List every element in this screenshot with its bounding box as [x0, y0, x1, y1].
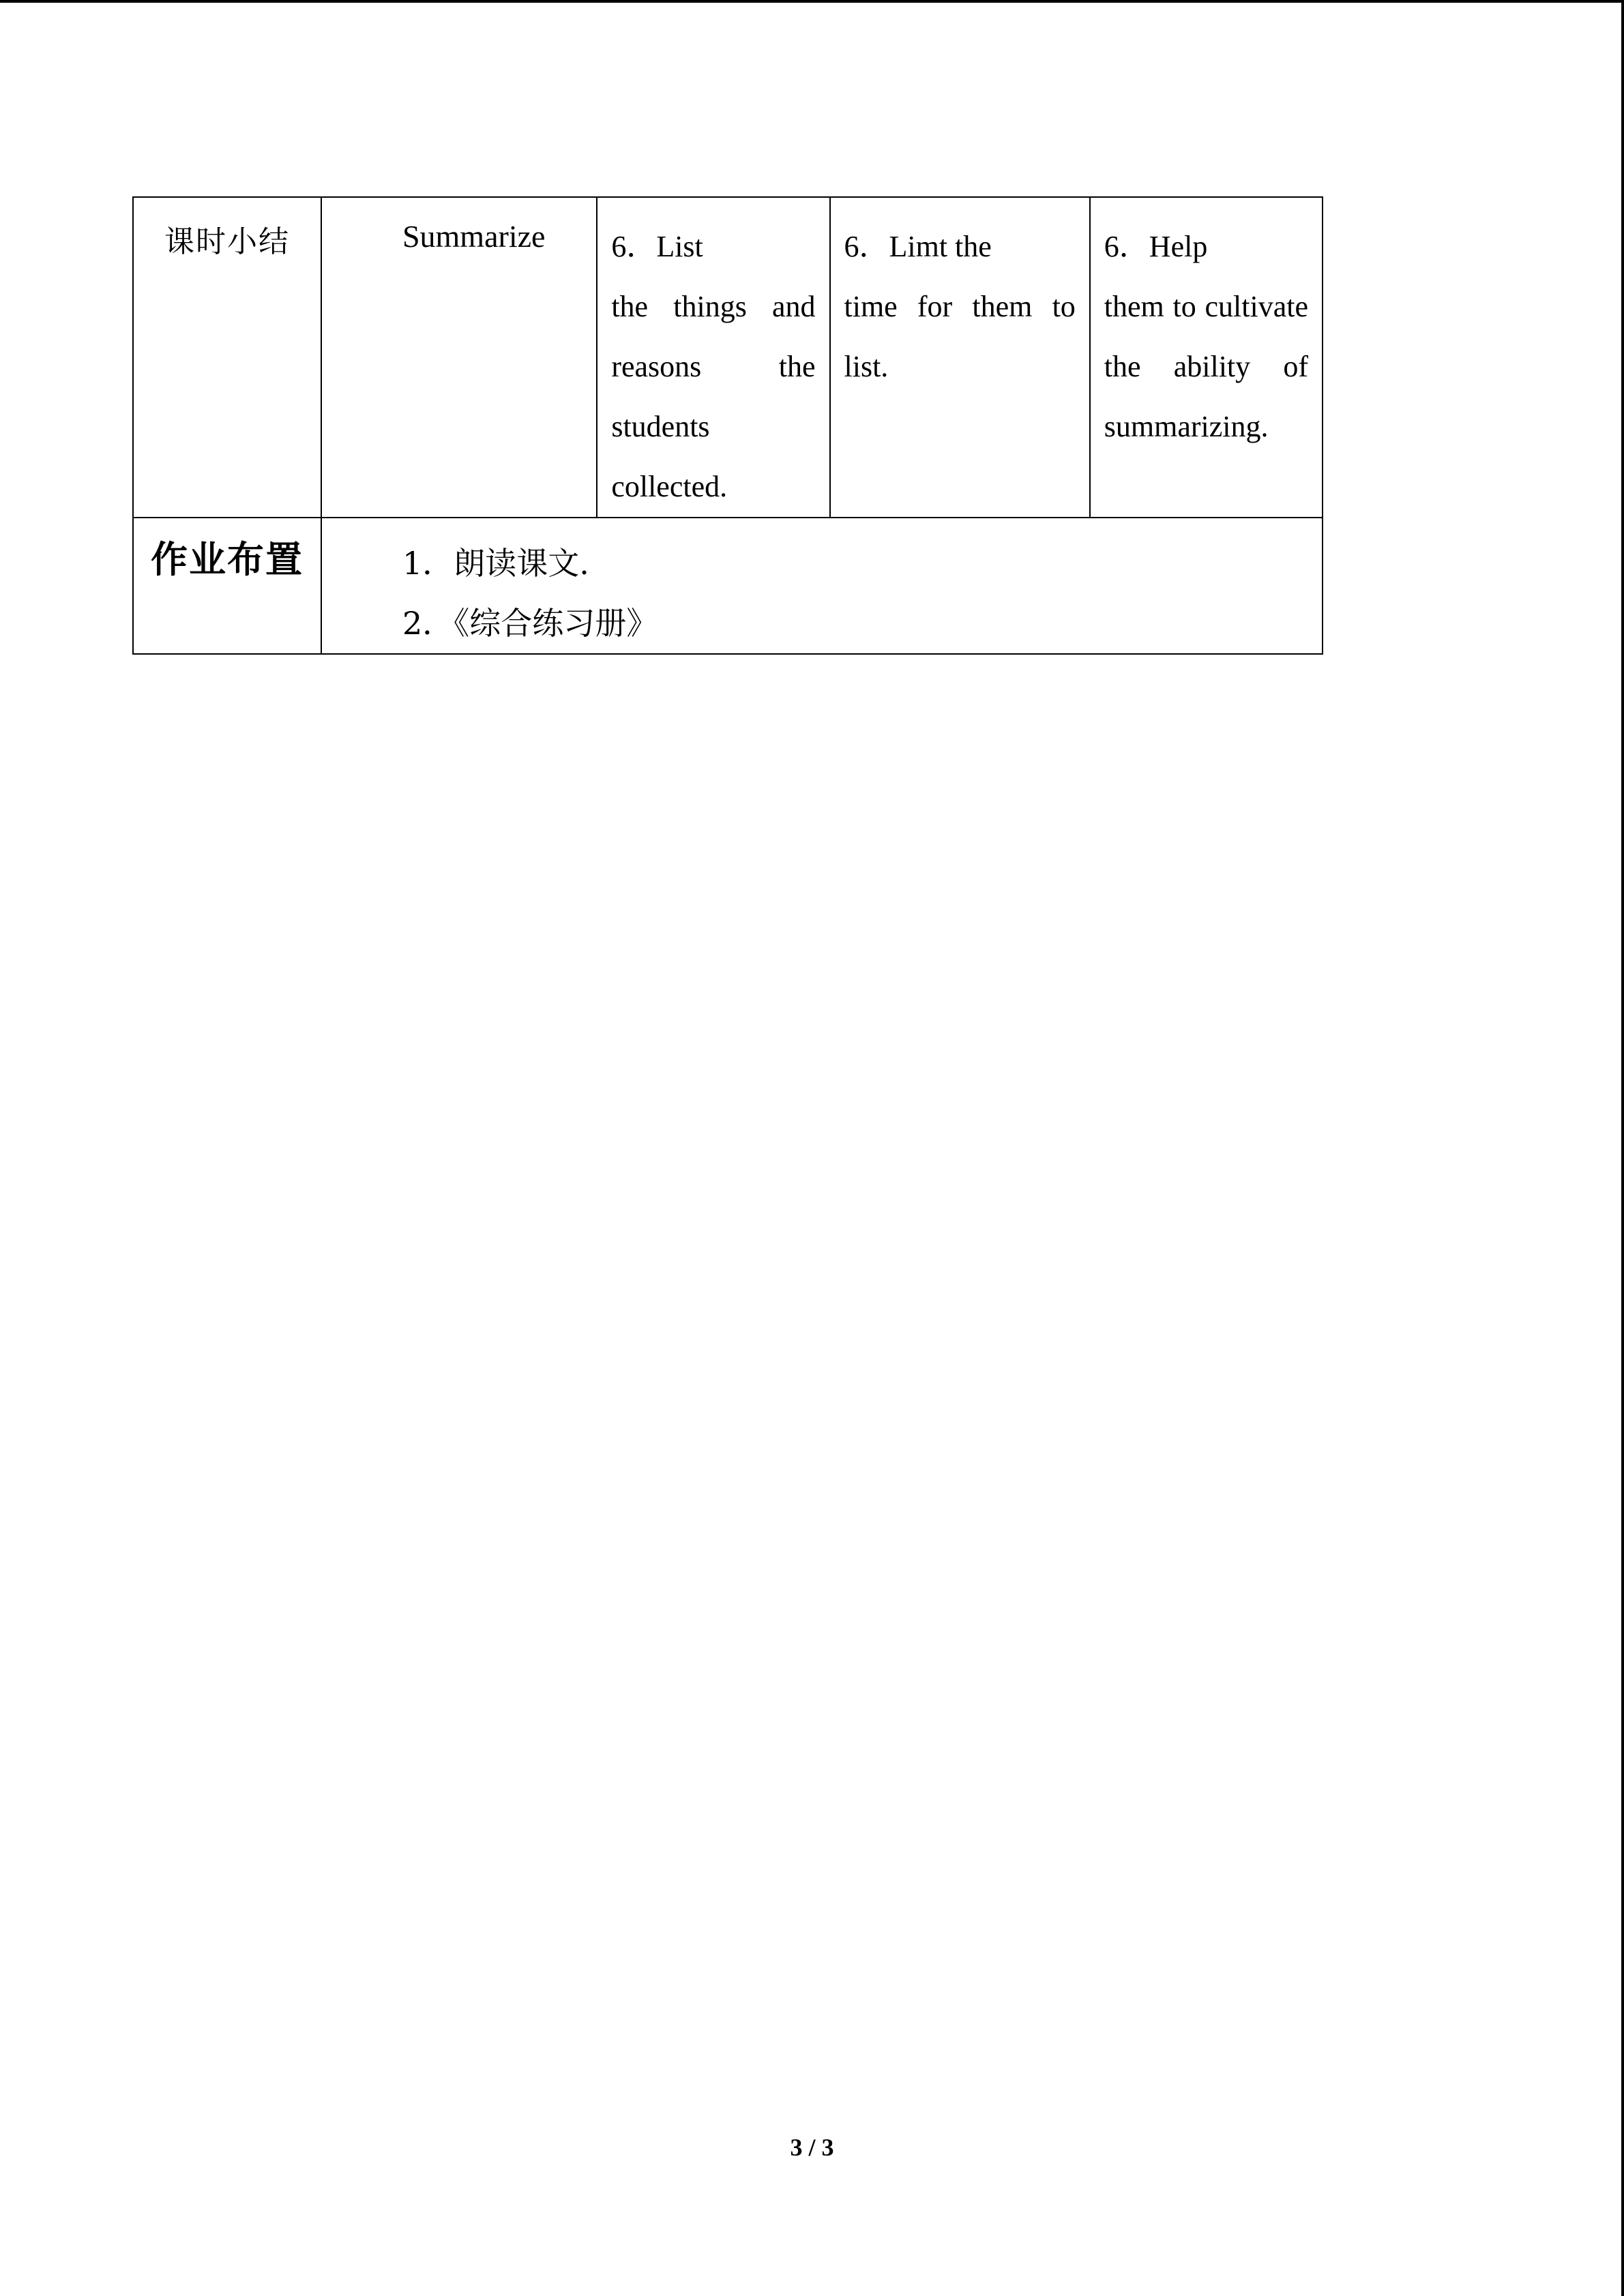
activity-text: Summarize — [402, 219, 546, 254]
homework-item-2: 2．《综合练习册》 — [402, 605, 658, 642]
homework-content-cell — [321, 518, 1323, 654]
purpose-cell — [1090, 197, 1323, 518]
homework-label: 作业布置 — [150, 538, 304, 581]
activity-cell — [321, 197, 597, 518]
stage-label: 课时小结 — [164, 224, 290, 259]
purpose-line-2: them to cultivate the ability of summarizing. — [1104, 290, 1308, 443]
teacher-activity-line-2: time for them to list. — [844, 290, 1076, 383]
lesson-plan-table — [132, 196, 1323, 655]
teacher-activity-cell — [830, 197, 1090, 518]
summary-row — [133, 197, 1323, 518]
student-activity-line-2: the things and reasons the students collected. — [611, 290, 816, 503]
homework-label-cell — [133, 518, 321, 654]
purpose-line-1: 6．Help — [1104, 230, 1208, 263]
page-top-border — [0, 0, 1624, 3]
page-right-border — [1621, 0, 1624, 2296]
stage-label-cell — [133, 197, 321, 518]
homework-item-1: 1．朗读课文. — [402, 545, 589, 582]
student-activity-cell — [597, 197, 829, 518]
teacher-activity-line-1: 6．Limt the — [844, 230, 992, 263]
page-number: 3 / 3 — [790, 2134, 834, 2161]
student-activity-line-1: 6．List — [611, 230, 703, 263]
homework-row — [133, 518, 1323, 654]
